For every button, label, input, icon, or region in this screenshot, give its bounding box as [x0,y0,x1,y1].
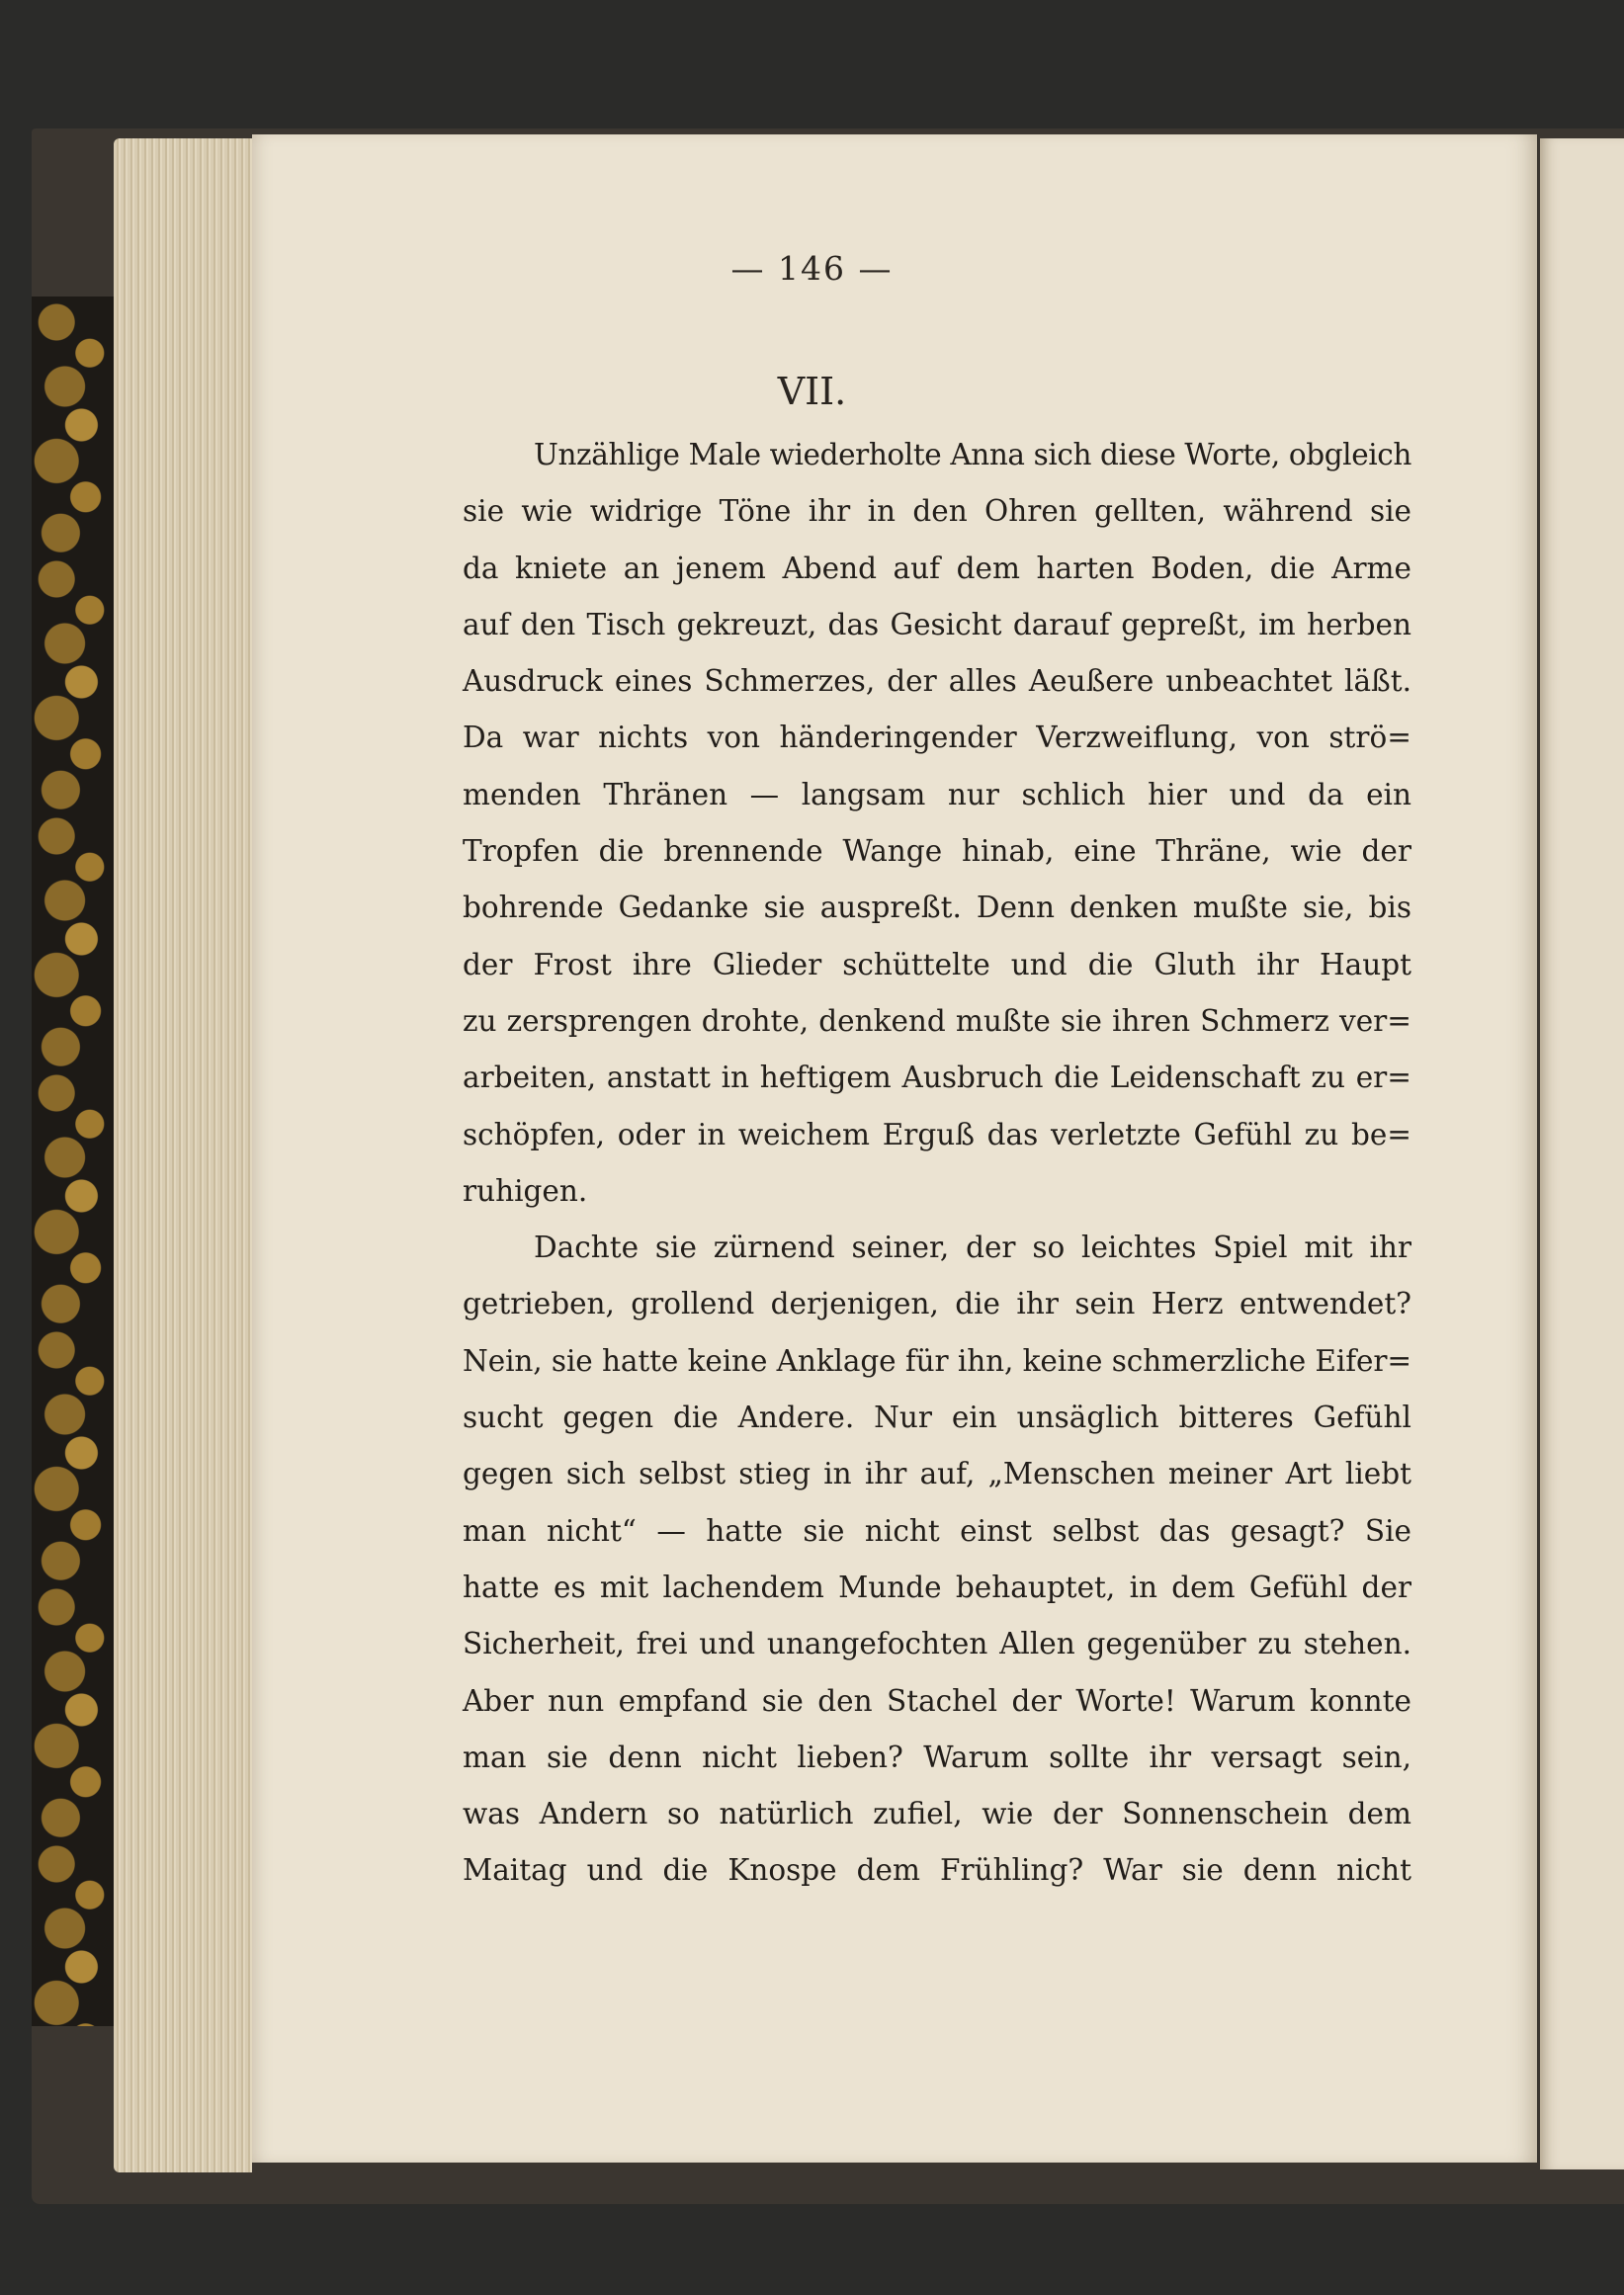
text-line: zu zersprengen drohte, denkend mußte sie ihren Schmerz ver= [463,1003,1411,1038]
paragraph-2 [463,1220,1411,1900]
text-line: Maitag und die Knospe dem Frühling? War sie denn nicht [463,1853,1411,1888]
chapter-heading: VII. [777,370,847,413]
text-line: man nicht“ — hatte sie nicht einst selbst das gesagt? Sie [463,1513,1411,1548]
text-line: bohrende Gedanke sie auspreßt. Denn denken mußte sie, bis [463,891,1411,925]
text-line: Dachte sie zürnend seiner, der so leichtes Spiel mit ihr [534,1231,1411,1265]
text-line: arbeiten, anstatt in heftigem Ausbruch die Leidenschaft zu er= [463,1061,1411,1095]
marbled-cover-edge [32,297,115,2026]
text-line: Da war nichts von händeringender Verzweiflung, von strö= [463,721,1411,755]
text-line: Tropfen die brennende Wange hinab, eine Thräne, wie der [463,834,1411,869]
page-number: — 146 — [730,249,894,288]
text-line: gegen sich selbst stieg in ihr auf, „Menschen meiner Art liebt [463,1457,1411,1491]
text-line: Nein, sie hatte keine Anklage für ihn, keine schmerzliche Eifer= [463,1343,1411,1378]
paragraph-1 [463,427,1411,1220]
text-line: Aber nun empfand sie den Stachel der Worte! Warum konnte [463,1683,1411,1718]
text-line: Sicherheit, frei und unangefochten Allen gegenüber zu stehen. [463,1627,1411,1661]
text-line: man sie denn nicht lieben? Warum sollte ihr versagt sein, [463,1740,1411,1774]
text-line: schöpfen, oder in weichem Erguß das verletzte Gefühl zu be= [463,1117,1411,1151]
page-stack-edges [114,138,252,2172]
text-line: getrieben, grollend derjenigen, die ihr sein Herz entwendet? [463,1287,1411,1321]
text-line: Ausdruck eines Schmerzes, der alles Aeußere unbeachtet läßt. [463,664,1411,699]
text-line: menden Thränen — langsam nur schlich hier und da ein [463,777,1411,811]
body-text [463,427,1411,1900]
text-line: auf den Tisch gekreuzt, das Gesicht darauf gepreßt, im herben [463,607,1411,641]
text-line: hatte es mit lachendem Munde behauptet, in dem Gefühl der [463,1570,1411,1604]
facing-page-edge [1540,138,1624,2169]
text-line: ruhigen. [463,1173,588,1208]
text-line: sucht gegen die Andere. Nur ein unsäglich bitteres Gefühl [463,1401,1411,1435]
text-line: der Frost ihre Glieder schüttelte und die Gluth ihr Haupt [463,947,1411,981]
text-line: was Andern so natürlich zufiel, wie der Sonnenschein dem [463,1797,1411,1831]
text-line: Unzählige Male wiederholte Anna sich diese Worte, obgleich [534,438,1412,471]
text-line: sie wie widrige Töne ihr in den Ohren gellten, während sie [463,494,1411,529]
text-line: da kniete an jenem Abend auf dem harten Boden, die Arme [463,551,1411,585]
